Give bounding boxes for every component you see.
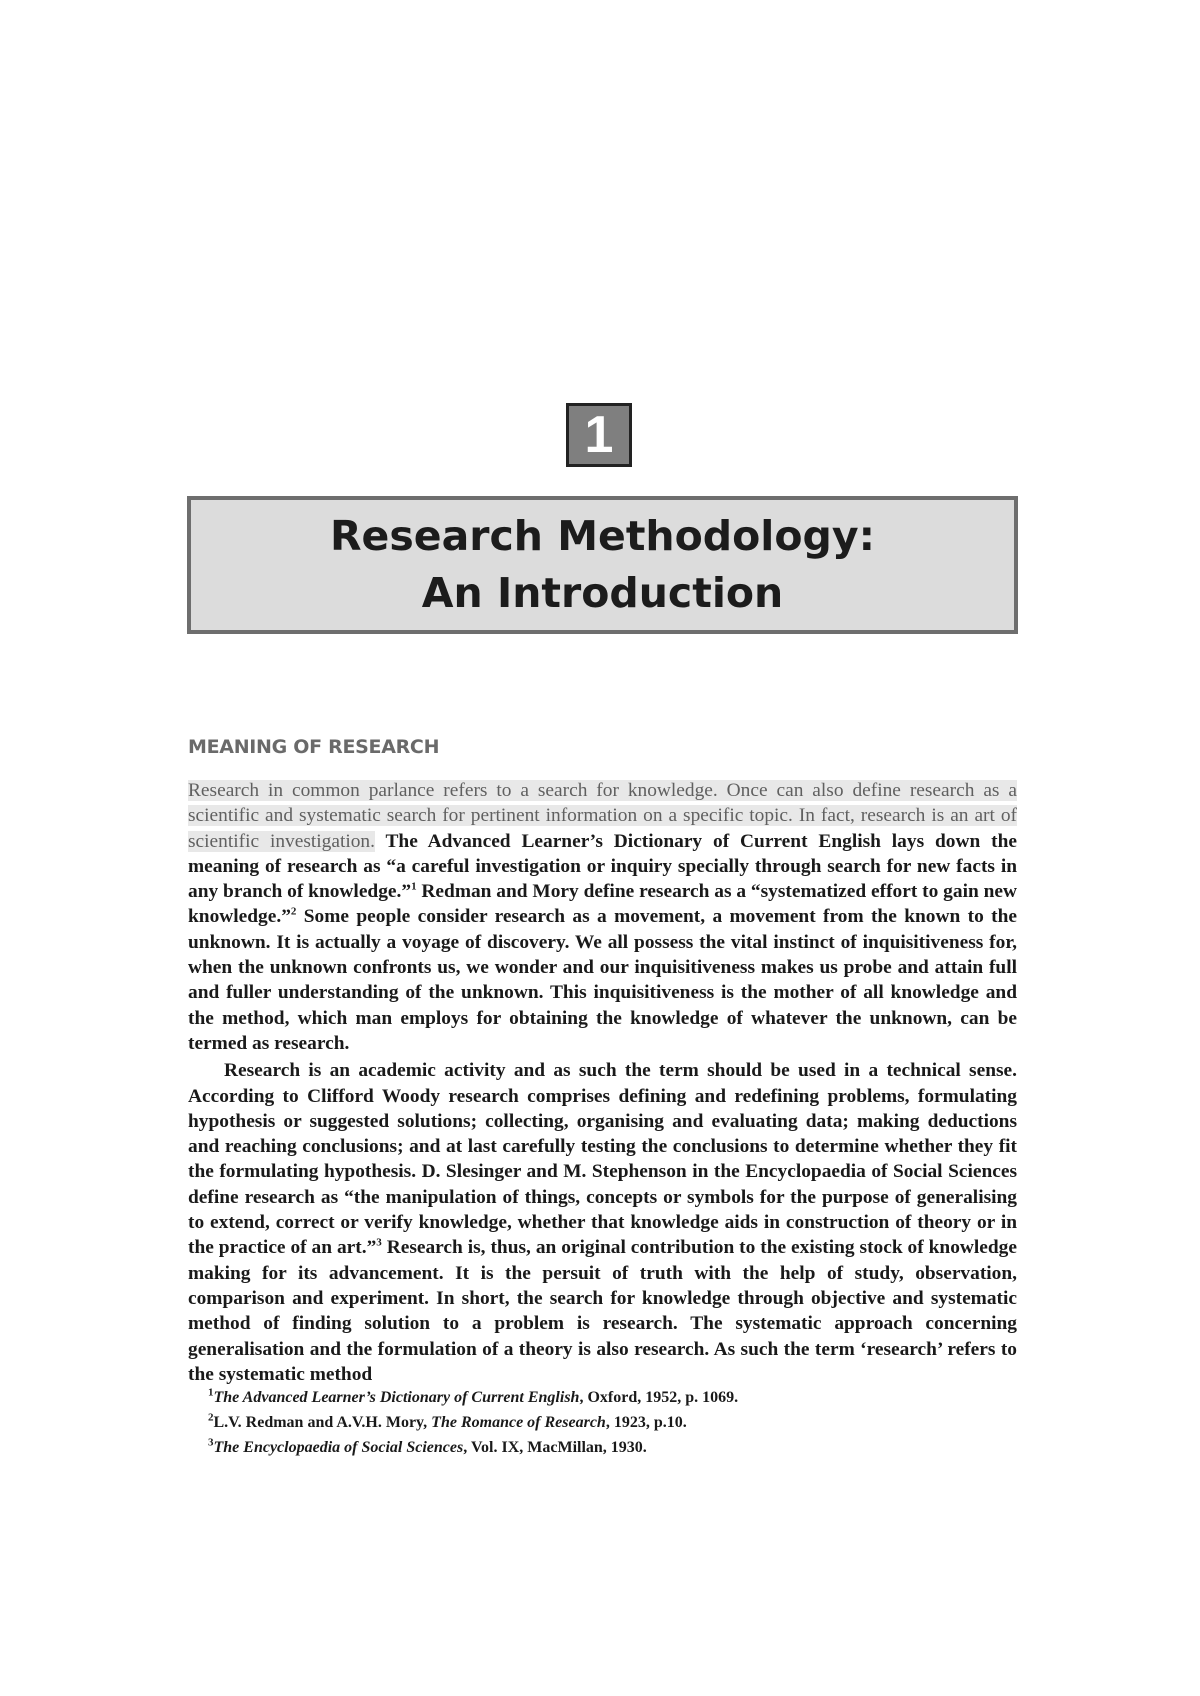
paragraph-1-part-1: The Advanced Learner’s Dictionary of Current English lays down the meaning of research as “a careful investigation or inquiry specially through search for new facts in any branch of knowledge.” <box>188 830 1017 903</box>
chapter-title-line-1: Research Methodology: <box>329 512 875 560</box>
footnote-3: $^3$The Encyclopaedia of Social Sciences, Vol. IX, MacMillan, 1930. <box>208 1436 647 1456</box>
paragraph-2-part-2: Research is, thus, an original contribution to the existing stock of knowledge making for its advancement. It is the persuit of truth with the help of study, observation, comparison and experiment. In short, the search for knowledge through objective and systematic method of finding solution to a problem is research. The systematic approach concerning generalisation and the formulation of a theory is also research. As such the term ‘research’ refers to the systematic method <box>188 1237 1017 1385</box>
paragraph-1 <box>188 778 1017 1056</box>
footnote-title: The Advanced Learner’s Dictionary of Current English <box>213 1389 580 1406</box>
paragraph-1-part-3: Some people consider research as a movement, a movement from the known to the unknown. It is actually a voyage of discovery. We all possess the vital instinct of inquisitiveness for, when the unknown confronts us, we wonder and our inquisitiveness makes us probe and attain full and fuller understanding of the unknown. This inquisitiveness is the mother of all knowledge and the method, which man employs for obtaining the knowledge of whatever the unknown, can be termed as research. <box>188 906 1017 1054</box>
chapter-number: 1 <box>566 403 632 467</box>
chapter-title-line-2: An Introduction <box>421 569 784 617</box>
footnote-1: $^1$The Advanced Learner’s Dictionary of Current English, Oxford, 1952, p. 1069. <box>208 1386 739 1406</box>
footnote-2: $^2$L.V. Redman and A.V.H. Mory, The Romance of Research, 1923, p.10. <box>208 1411 687 1431</box>
footnote-title: The Romance of Research <box>431 1414 606 1431</box>
footnote-ref-2: 2 <box>290 906 297 919</box>
footnote-ref-1: 1 <box>411 880 417 893</box>
footnote-mark: 2 <box>208 1411 214 1424</box>
footnote-mark: 3 <box>208 1436 214 1449</box>
chapter-title-box <box>187 496 1018 634</box>
paragraph-2 <box>188 1058 1017 1387</box>
footnote-ref-3: 3 <box>376 1236 382 1249</box>
highlighted-text[interactable]: Research in common parlance refers to a search for knowledge. Once can also define research as a scientific and systematic search for pertinent information on a specific topic. In fact, research is an art of scientific investigation. <box>188 780 1017 852</box>
body-text <box>188 778 1017 1387</box>
footnotes <box>208 1385 1008 1460</box>
footnote-mark: 1 <box>208 1386 214 1399</box>
footnote-title: The Encyclopaedia of Social Sciences <box>213 1439 464 1456</box>
section-heading: MEANING OF RESEARCH <box>188 736 440 758</box>
paragraph-2-part-1: Research is an academic activity and as such the term should be used in a technical sense. According to Clifford Woody research comprises defining and redefining problems, formulating hypothesis or suggested solutions; collecting, organising and evaluating data; making deductions and reaching conclusions; and at last carefully testing the conclusions to determine whether they fit the formulating hypothesis. D. Slesinger and M. Stephenson in the Encyclopaedia of Social Sciences define research as “the manipulation of things, concepts or symbols for the purpose of generalising to extend, correct or verify knowledge, whether that knowledge aids in construction of theory or in the practice of an art.” <box>188 1060 1017 1259</box>
paragraph-1-part-2: Redman and Mory define research as a “systematized effort to gain new knowledge.” <box>188 881 1017 928</box>
